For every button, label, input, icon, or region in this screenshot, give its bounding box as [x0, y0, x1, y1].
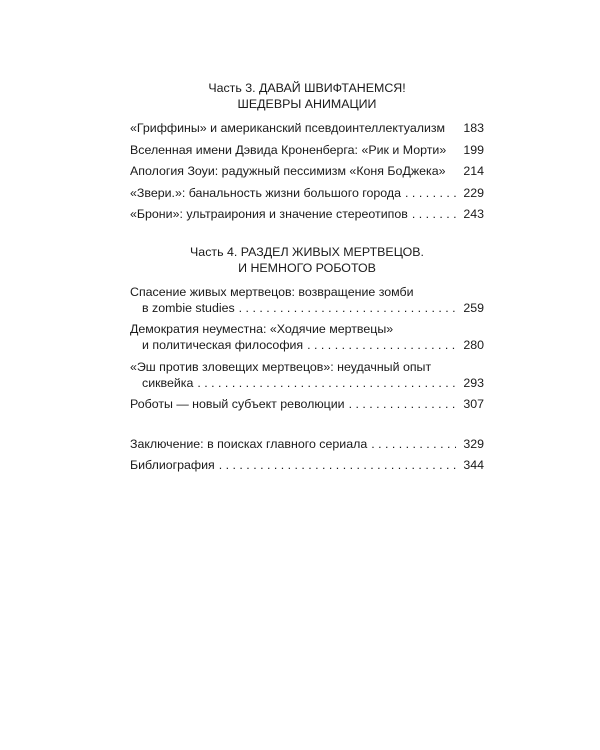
- toc-leader-dots: [349, 396, 456, 412]
- toc-entry-title-line-1: «Эш против зловещих мертвецов»: неудачный опыт: [130, 359, 432, 374]
- toc-entry-title-line-2: в zombie studies: [142, 300, 235, 315]
- toc-leader-dots: [371, 436, 456, 452]
- toc-entry-page: 229: [463, 185, 484, 200]
- toc-leader-dots: [239, 300, 456, 316]
- toc-entry-page: 259: [463, 300, 484, 315]
- toc-entry-title: Апология Зоуи: радужный пессимизм «Коня БоДжека»: [130, 164, 446, 178]
- part-4-title: [130, 244, 484, 276]
- toc-entry-title: «Брони»: ультраирония и значение стереотипов: [130, 207, 408, 221]
- part-4-title-line-2: И НЕМНОГО РОБОТОВ: [238, 260, 376, 275]
- toc-entry-title-line-1: Спасение живых мертвецов: возвращение зомби: [130, 284, 414, 299]
- part-3-title-line-1: Часть 3. ДАВАЙ ШВИФТАНЕМСЯ!: [208, 81, 406, 95]
- toc-leader-dots: [405, 185, 456, 201]
- toc-entry-page: 329: [463, 436, 484, 451]
- toc-entry[interactable]: [130, 321, 484, 353]
- toc-entry-page: 183: [463, 121, 484, 135]
- toc-leader-dots: [307, 337, 456, 353]
- toc-entry[interactable]: [130, 142, 484, 158]
- toc-entry[interactable]: [130, 436, 484, 452]
- toc-entry-title-line-1: Демократия неуместна: «Ходячие мертвецы»: [130, 322, 394, 336]
- toc-entry[interactable]: [130, 206, 484, 222]
- toc-entry[interactable]: [130, 359, 484, 391]
- toc-leader-dots: [412, 206, 456, 222]
- toc-leader-dots: [219, 457, 456, 473]
- toc-entry[interactable]: [130, 284, 484, 316]
- toc-entry[interactable]: [130, 120, 484, 136]
- toc-entry-page: 344: [463, 458, 484, 472]
- spacer: [130, 228, 484, 244]
- toc-leader-dots: [197, 375, 456, 391]
- toc-entry-title: Вселенная имени Дэвида Кроненберга: «Рик и Морти»: [130, 142, 447, 157]
- part-4-title-line-1: Часть 4. РАЗДЕЛ ЖИВЫХ МЕРТВЕЦОВ.: [190, 244, 424, 259]
- toc-entry-page: 243: [463, 207, 484, 221]
- toc-entry-title: «Гриффины» и американский псевдоинтеллектуализм: [130, 121, 446, 135]
- table-of-contents: [130, 80, 484, 479]
- toc-entry-page: 307: [463, 397, 484, 411]
- toc-entry-title: Роботы — новый субъект революции: [130, 397, 345, 411]
- toc-entry-title: Заключение: в поисках главного сериала: [130, 436, 368, 451]
- toc-entry-title-line-2: сиквейка: [142, 375, 194, 390]
- toc-entry-title-line-2: и политическая философия: [142, 338, 304, 352]
- toc-entry-page: 280: [463, 338, 484, 352]
- toc-entry-page: 214: [463, 164, 484, 178]
- part-3-title: [130, 80, 484, 112]
- toc-entry[interactable]: [130, 163, 484, 179]
- toc-entry[interactable]: [130, 396, 484, 412]
- toc-entry-page: 199: [463, 142, 484, 157]
- toc-entry-title: «Звери.»: банальность жизни большого города: [130, 185, 402, 200]
- toc-entry[interactable]: [130, 457, 484, 473]
- part-3-title-line-2: ШЕДЕВРЫ АНИМАЦИИ: [237, 97, 377, 111]
- toc-entry[interactable]: [130, 185, 484, 201]
- spacer: [130, 418, 484, 436]
- toc-entry-title: Библиография: [130, 458, 215, 472]
- toc-entry-page: 293: [463, 375, 484, 390]
